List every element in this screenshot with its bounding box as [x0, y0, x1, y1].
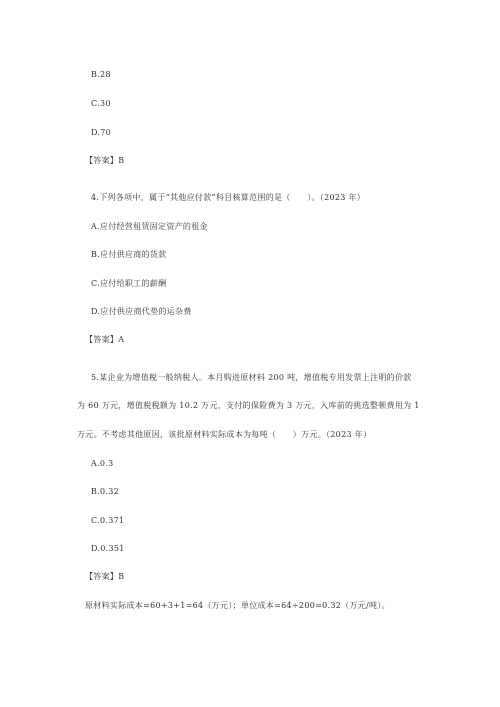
- q3-option-d: D.70: [91, 128, 112, 137]
- q3-answer: 【答案】B: [85, 156, 125, 165]
- q4-stem: 4.下列各项中，属于“其他应付款”科目核算范围的是（ ）。（2023 年）: [91, 193, 366, 202]
- q4-answer: 【答案】A: [85, 335, 125, 344]
- q5-option-c: C.0.371: [91, 516, 125, 525]
- q5-explanation: 原材料实际成本=60+3+1=64（万元）；单位成本=64÷200=0.32（万元/吨）。: [85, 601, 390, 610]
- q4-option-d: D.应付供应商代垫的运杂费: [91, 307, 192, 316]
- q3-option-c: C.30: [91, 99, 111, 108]
- q4-option-c: C.应付给职工的薪酬: [91, 279, 167, 288]
- q5-option-b: B.0.32: [91, 487, 120, 496]
- q5-stem-line-1: 5.某企业为增值税一般纳税人。本月购进原材料 200 吨，增值税专用发票上注明的价款: [91, 373, 412, 382]
- q4-option-b: B.应付供应商的货款: [91, 250, 167, 259]
- q5-stem-line-2: 为 60 万元，增值税税额为 10.2 万元，支付的保险费为 3 万元，入库前的挑选整顿费用为 1: [77, 401, 420, 410]
- q5-answer: 【答案】B: [85, 572, 125, 581]
- q3-option-b: B.28: [91, 70, 111, 79]
- q5-option-d: D.0.351: [91, 544, 125, 553]
- q5-option-a: A.0.3: [91, 459, 114, 468]
- q4-option-a: A.应付经营租赁固定资产的租金: [91, 222, 208, 231]
- q5-stem-line-3: 万元。不考虑其他原因，该批原材料实际成本为每吨（ ）万元。（2023 年）: [77, 430, 372, 439]
